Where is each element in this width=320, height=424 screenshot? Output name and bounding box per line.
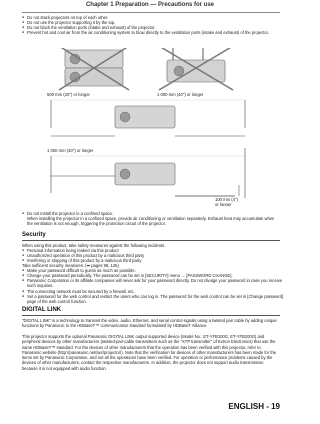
header-divider xyxy=(22,12,280,13)
clearance-bottom-right-label-2: or longer xyxy=(215,202,232,206)
clearance-bottom-right-label-1: 100 mm (4") xyxy=(215,197,238,202)
security-intro: When using this product, take safety measures against the following incidents. xyxy=(22,243,166,248)
page-number: ENGLISH - 19 xyxy=(228,402,280,411)
security-risk-1: ● Personal information being leaked via this product xyxy=(22,248,285,253)
bullet-confined-space: ● Do not install the projector in a confined space. xyxy=(22,211,285,216)
digital-link-paragraph-2: This projector supports the optional Panasonic DIGITAL LINK output supported device (Model No.: ET-YFB100G, ET-YFB200G) and peripheral devices by other manufacturers (twisted-pair-cable transmitters such as the "XTP transmitter" of Extron Electronics) that use the same HDBaseT™ standard. For the devices of other manufacturers that the operation has been verified with this projector, refer to Panasonic website (http://panasonic.net/avc/projector/). Note that the verification for devices of other manufacturers has been made for the items set by Panasonic Corporation, and not all the operations have been verified. For operation or performance problems caused by the devices of other manufacturers, contact the respective manufacturers. In addition, the projector does not support audio transmission because it is not equipped with audio function. xyxy=(22,334,277,371)
clearance-bottom-left-label: 1 000 mm (40") or longer xyxy=(47,148,94,153)
top-view-clearance xyxy=(51,100,245,136)
security-measure-4: ● The connecting network must be secured by a firewall, etc. xyxy=(22,289,285,294)
security-risk-3: ● Interfering or stopping of this product by a malicious third party xyxy=(22,258,285,263)
security-divider xyxy=(22,240,280,241)
installation-clearance-figure xyxy=(45,48,260,206)
chapter-header: Chapter 1 Preparation — Precautions for use xyxy=(85,2,215,8)
bullet-no-block-ports: ● Do not block the ventilation ports (intake and exhaust) of the projector. xyxy=(22,25,285,30)
side-view-clearance xyxy=(51,148,245,198)
security-heading: Security xyxy=(22,232,46,238)
security-measures-intro: Take sufficient security measures. (➡ pages 98, 125) xyxy=(22,263,119,268)
security-measure-3: ● Panasonic Corporation or its affiliate companies will never ask for your password directly. Do not divulge your password in case you receive such inquiries. xyxy=(22,278,285,289)
bullet-no-direct-air: ● Prevent hot and cool air from the air conditioning system to blow directly to the ventilation ports (intake and exhaust) of the projector. xyxy=(22,30,285,35)
clearance-left-label: 500 mm (20") or longer xyxy=(47,92,90,97)
digital-link-heading: DIGITAL LINK xyxy=(22,307,62,313)
digital-link-paragraph-1: "DIGITAL LINK" is a technology to transmit the video, audio, Ethernet, and serial control signals using a twisted pair cable by adding unique functions by Panasonic to the HDBaseT™ communication standard formulated by HDBaseT Alliance. xyxy=(22,318,277,329)
clearance-right-label: 1 000 mm (40") or longer xyxy=(157,92,204,97)
bullet-no-stack: ● Do not stack projectors on top of each other. xyxy=(22,15,285,20)
confined-space-note: When installing the projector in a confined space, provide air conditioning or ventilation separately. Exhaust heat may accumulate when the ventilation is not enough, triggering the protection circuit of the projector. xyxy=(27,216,275,227)
security-measure-5: ● Set a password for the web control and restrict the users who can log in. The password for the web control can be set in [Change password] page of the web control function. xyxy=(22,294,285,305)
security-risk-2: ● Unauthorized operation of this product by a malicious third party xyxy=(22,253,285,258)
bullet-no-top-support: ● Do not use the projector supporting it by the top. xyxy=(22,20,285,25)
security-measure-2: ● Change your password periodically. The password can be set in [SECURITY] menu → [PASSWORD CHANGE]. xyxy=(22,273,285,278)
projector-supported-by-top-illustration xyxy=(159,48,233,90)
security-measure-1: ● Make your password difficult to guess as much as possible. xyxy=(22,268,285,273)
stacked-projectors-illustration xyxy=(59,48,129,90)
digital-link-divider xyxy=(22,315,280,316)
